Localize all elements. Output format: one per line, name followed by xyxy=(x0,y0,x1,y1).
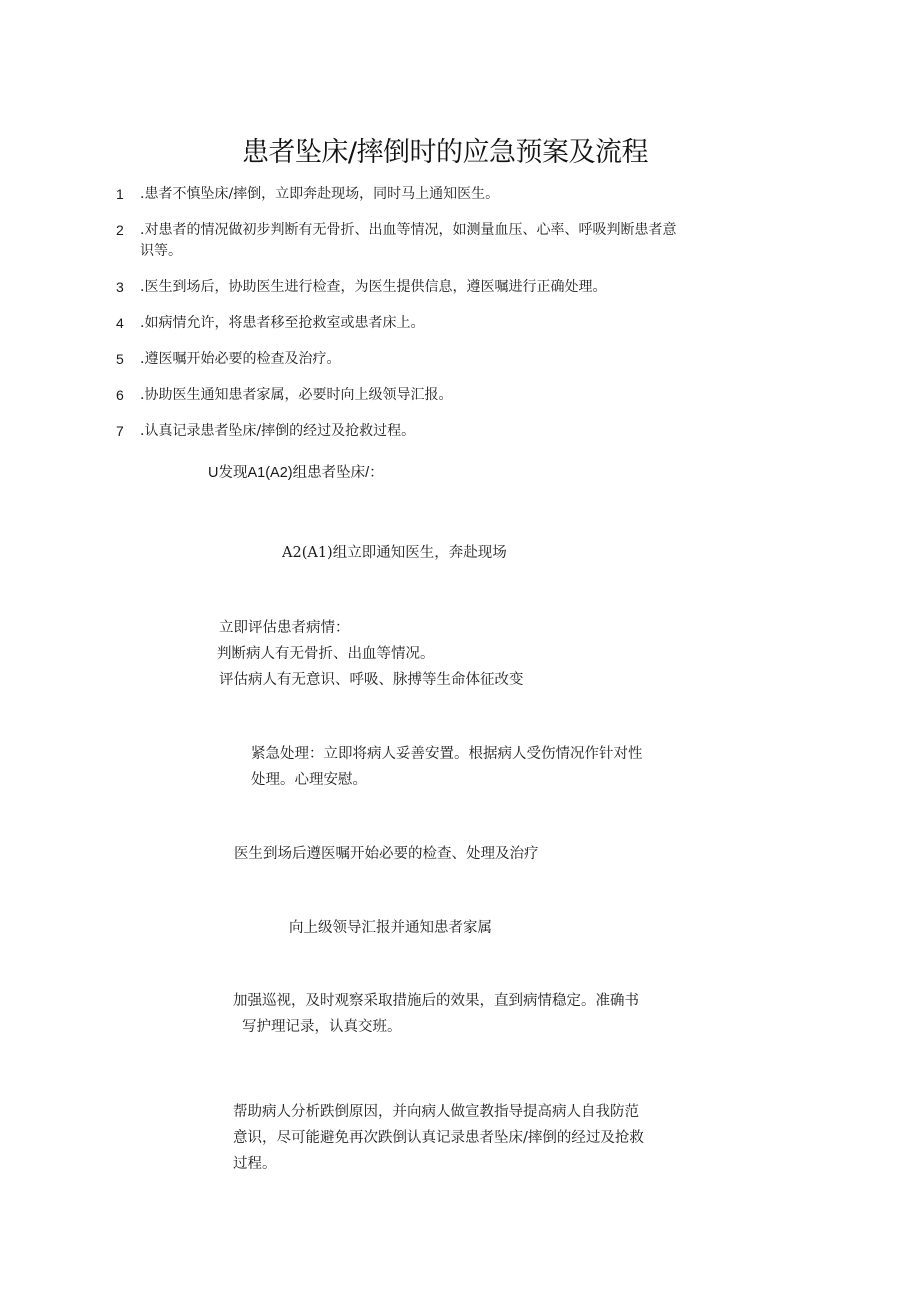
flow-education-line: 过程。 xyxy=(233,1156,277,1172)
step-text: .认真记录患者坠床/摔倒的经过及抢救过程。 xyxy=(140,423,416,439)
flow-patrol-line: 加强巡视，及时观察采取措施后的效果，直到病情稳定。准确书 xyxy=(233,993,639,1009)
step-number: 6 xyxy=(116,387,124,403)
procedure-step xyxy=(116,220,686,262)
flow-doctor xyxy=(234,841,539,867)
flow-report-text: 向上级领导汇报并通知患者家属 xyxy=(289,920,492,936)
flow-doctor-text: 医生到场后遵医嘱开始必要的检查、处理及治疗 xyxy=(234,846,539,862)
step-text: .患者不慎坠床/摔倒，立即奔赴现场，同时马上通知医生。 xyxy=(140,186,500,202)
flow-assess-line: 评估病人有无意识、呼吸、脉搏等生命体征改变 xyxy=(219,672,524,688)
flow-patrol xyxy=(233,988,639,1040)
flow-emergency-line: 处理。心理安慰。 xyxy=(251,772,367,788)
step-number: 5 xyxy=(116,351,124,367)
flow-discover xyxy=(208,460,384,486)
flow-notify xyxy=(282,540,507,566)
step-text: .医生到场后，协助医生进行检查，为医生提供信息，遵医嘱进行正确处理。 xyxy=(140,279,607,295)
flow-emergency xyxy=(251,741,643,793)
step-text: .对患者的情况做初步判断有无骨折、出血等情况，如测量血压、心率、呼吸判断患者意识等。 xyxy=(140,222,677,259)
procedure-step xyxy=(116,313,686,334)
procedure-step xyxy=(116,277,686,298)
procedure-steps xyxy=(116,184,686,457)
flow-notify-text: A2(A1)组立即通知医生，奔赴现场 xyxy=(282,545,507,561)
step-number: 4 xyxy=(116,315,124,331)
step-text: .协助医生通知患者家属，必要时向上级领导汇报。 xyxy=(140,387,453,403)
flow-emergency-line: 紧急处理：立即将病人妥善安置。根据病人受伤情况作针对性 xyxy=(251,746,643,762)
step-text: .如病情允许，将患者移至抢救室或患者床上。 xyxy=(140,315,425,331)
step-number: 7 xyxy=(116,423,124,439)
step-text: .遵医嘱开始必要的检查及治疗。 xyxy=(140,351,341,367)
flow-education-line: 帮助病人分析跌倒原因，并向病人做宣教指导提高病人自我防范 xyxy=(233,1104,639,1120)
flow-assess xyxy=(219,615,524,693)
procedure-step xyxy=(116,421,686,442)
flow-assess-line: 判断病人有无骨折、出血等情况。 xyxy=(217,646,435,662)
step-number: 3 xyxy=(116,279,124,295)
flow-discover-text: U发现A1(A2)组患者坠床/： xyxy=(208,465,384,481)
flow-report xyxy=(289,915,492,941)
page-title: 患者坠床/摔倒时的应急预案及流程 xyxy=(241,137,649,168)
procedure-step xyxy=(116,349,686,370)
procedure-step xyxy=(116,385,686,406)
flow-education xyxy=(233,1099,644,1177)
flow-patrol-line: 写护理记录，认真交班。 xyxy=(242,1019,402,1035)
step-number: 2 xyxy=(116,222,124,238)
step-number: 1 xyxy=(116,186,124,202)
procedure-step xyxy=(116,184,686,205)
flow-education-line: 意识，尽可能避免再次跌倒认真记录患者坠床/摔倒的经过及抢救 xyxy=(233,1130,644,1146)
flow-assess-line: 立即评估患者病情： xyxy=(219,620,350,636)
